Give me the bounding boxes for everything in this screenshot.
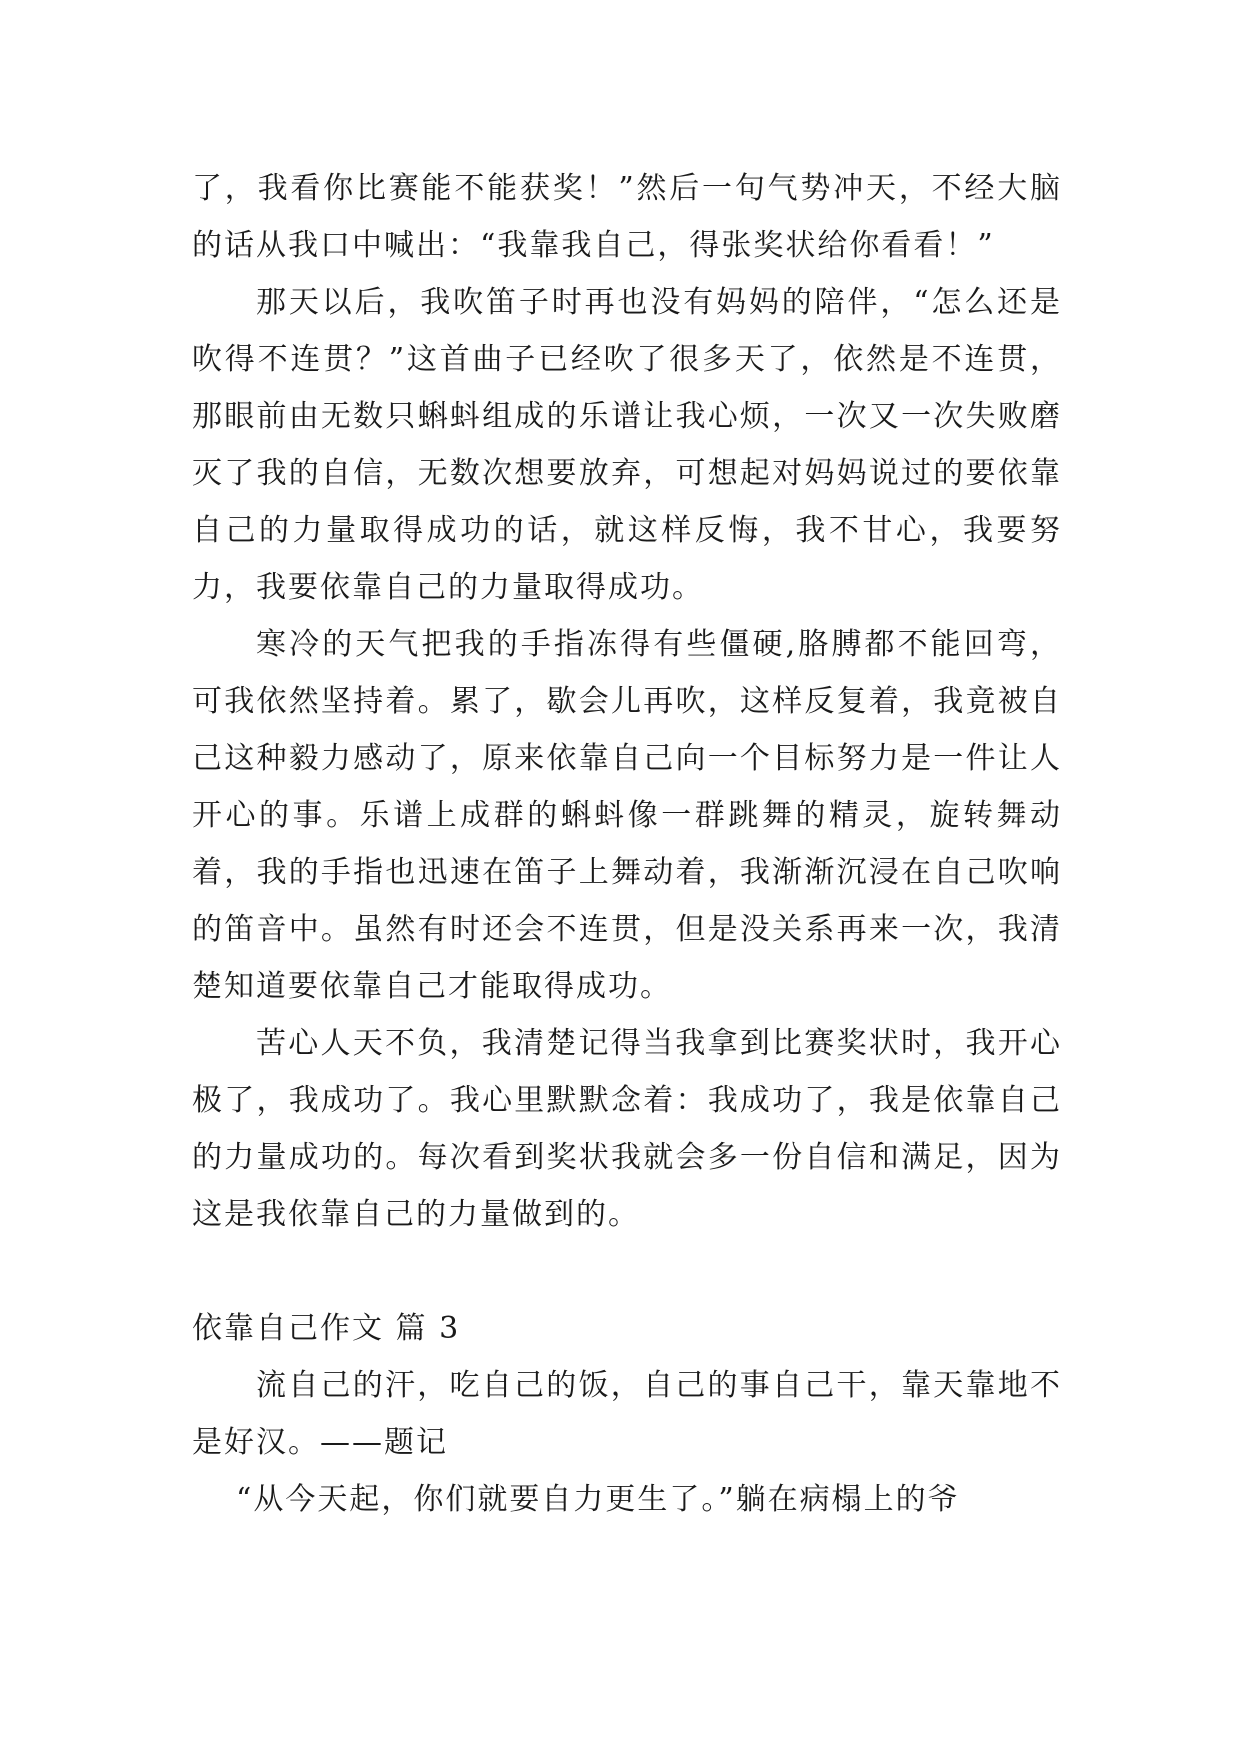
paragraph-epigraph: 流自己的汗，吃自己的饭，自己的事自己干，靠天靠地不是好汉。——题记 [192,1368,1062,1460]
essay-body [192,160,1062,1528]
section-heading: 依靠自己作文 篇 3 [192,1311,461,1346]
paragraph-continuation: 了，我看你比赛能不能获奖！”然后一句气势冲天，不经大脑的话从我口中喊出：“我靠我自己，得张奖状给你看看！” [192,171,1062,263]
paragraph-cold-weather: 寒冷的天气把我的手指冻得有些僵硬,胳膊都不能回弯，可我依然坚持着。累了，歇会儿再吹，这样反复着，我竟被自己这种毅力感动了，原来依靠自己向一个目标努力是一件让人开心的事。乐谱上成群的蝌蚪像一群跳舞的精灵，旋转舞动着，我的手指也迅速在笛子上舞动着，我渐渐沉浸在自己吹响的笛音中。虽然有时还会不连贯，但是没关系再来一次，我清楚知道要依靠自己才能取得成功。 [192,627,1062,1004]
section-spacer [192,1243,1062,1300]
paragraph-success: 苦心人天不负，我清楚记得当我拿到比赛奖状时，我开心极了，我成功了。我心里默默念着：我成功了，我是依靠自己的力量成功的。每次看到奖状我就会多一份自信和满足，因为这是我依靠自己的力量做到的。 [192,1026,1062,1232]
paragraph-grandpa: “从今天起，你们就要自力更生了。”躺在病榻上的爷 [236,1482,960,1517]
paragraph-practice: 那天以后，我吹笛子时再也没有妈妈的陪伴，“怎么还是吹得不连贯？”这首曲子已经吹了很多天了，依然是不连贯，那眼前由无数只蝌蚪组成的乐谱让我心烦，一次又一次失败磨灭了我的自信，无数次想要放弃，可想起对妈妈说过的要依靠自己的力量取得成功的话，就这样反悔，我不甘心，我要努力，我要依靠自己的力量取得成功。 [192,285,1062,605]
